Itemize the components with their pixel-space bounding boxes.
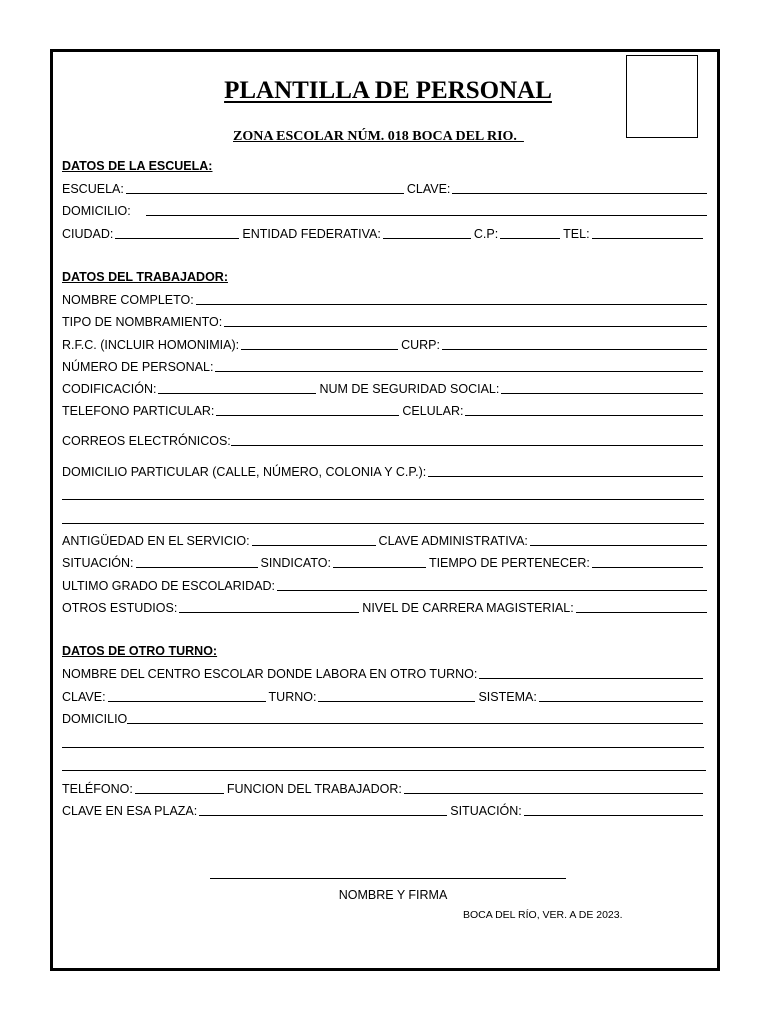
worker-section-heading: DATOS DEL TRABAJADOR:	[62, 270, 228, 284]
worker-row-grado	[62, 577, 710, 593]
other-domicilio-field[interactable]	[127, 723, 703, 724]
rfc-field[interactable]	[241, 349, 398, 350]
page-subtitle: ZONA ESCOLAR NÚM. 018 BOCA DEL RIO.	[233, 129, 524, 144]
grado-label: ULTIMO GRADO DE ESCOLARIDAD:	[62, 579, 275, 593]
codificacion-label: CODIFICACIÓN:	[62, 382, 157, 396]
entidad-field[interactable]	[383, 238, 471, 239]
sindicato-field[interactable]	[333, 567, 426, 568]
correos-label: CORREOS ELECTRÓNICOS:	[62, 434, 231, 448]
page-title: PLANTILLA DE PERSONAL	[224, 77, 552, 104]
place-date: BOCA DEL RÍO, VER. A DE 2023.	[463, 909, 623, 921]
worker-row-tipo	[62, 313, 710, 329]
other-row-clave	[62, 688, 706, 704]
other-situacion-label: SITUACIÓN:	[450, 804, 522, 818]
other-row-centro	[62, 665, 706, 681]
escuela-field[interactable]	[126, 193, 404, 194]
clave-plaza-field[interactable]	[199, 815, 447, 816]
other-clave-field[interactable]	[108, 701, 266, 702]
other-row-domicilio	[62, 710, 706, 726]
school-row-escuela	[62, 180, 710, 196]
worker-row-codificacion	[62, 380, 706, 396]
school-row-ciudad	[62, 225, 706, 241]
other-domicilio-label: DOMICILIO	[62, 712, 128, 726]
worker-row-correos	[62, 432, 706, 448]
ciudad-field[interactable]	[115, 238, 239, 239]
numero-field[interactable]	[215, 371, 703, 372]
centro-field[interactable]	[479, 678, 703, 679]
turno-field[interactable]	[318, 701, 475, 702]
rfc-label: R.F.C. (INCLUIR HOMONIMIA):	[62, 338, 240, 352]
correos-field[interactable]	[231, 445, 703, 446]
seguridad-field[interactable]	[501, 393, 703, 394]
signature-label: NOMBRE Y FIRMA	[338, 888, 448, 902]
tel-label: TEL:	[563, 227, 590, 241]
sindicato-label: SINDICATO:	[260, 556, 331, 570]
clave-admin-field[interactable]	[530, 545, 707, 546]
domicilio-particular-line-3[interactable]	[62, 523, 704, 524]
other-shift-section-heading: DATOS DE OTRO TURNO:	[62, 644, 218, 658]
worker-row-antiguedad	[62, 532, 710, 548]
sistema-field[interactable]	[539, 701, 703, 702]
clave-admin-label: CLAVE ADMINISTRATIVA:	[378, 534, 528, 548]
other-domicilio-line-3[interactable]	[62, 770, 706, 771]
curp-field[interactable]	[442, 349, 707, 350]
signature-line[interactable]	[210, 878, 566, 879]
domicilio-particular-field[interactable]	[428, 476, 703, 477]
telefono-label: TELEFONO PARTICULAR:	[62, 404, 215, 418]
otros-label: OTROS ESTUDIOS:	[62, 601, 178, 615]
cp-field[interactable]	[500, 238, 560, 239]
funcion-field[interactable]	[404, 793, 703, 794]
tel-field[interactable]	[592, 238, 703, 239]
codificacion-field[interactable]	[158, 393, 316, 394]
antiguedad-field[interactable]	[252, 545, 376, 546]
worker-row-rfc	[62, 336, 710, 352]
clave-plaza-label: CLAVE EN ESA PLAZA:	[62, 804, 198, 818]
domicilio-particular-line-2[interactable]	[62, 499, 704, 500]
antiguedad-label: ANTIGÜEDAD EN EL SERVICIO:	[62, 534, 250, 548]
other-row-clave-plaza	[62, 802, 706, 818]
cp-label: C.P:	[473, 227, 499, 241]
otros-field[interactable]	[179, 612, 359, 613]
other-telefono-field[interactable]	[135, 793, 224, 794]
escuela-label: ESCUELA:	[62, 182, 124, 196]
tiempo-field[interactable]	[592, 567, 703, 568]
seguridad-label: NUM DE SEGURIDAD SOCIAL:	[319, 382, 500, 396]
clave-label: CLAVE:	[406, 182, 451, 196]
tipo-label: TIPO DE NOMBRAMIENTO:	[62, 315, 223, 329]
domicilio-particular-label: DOMICILIO PARTICULAR (CALLE, NÚMERO, COLONIA Y C.P.):	[62, 465, 427, 479]
grado-field[interactable]	[277, 590, 707, 591]
tipo-field[interactable]	[224, 326, 707, 327]
other-row-telefono	[62, 780, 706, 796]
worker-row-domicilio	[62, 463, 706, 479]
other-situacion-field[interactable]	[524, 815, 703, 816]
carrera-field[interactable]	[576, 612, 707, 613]
other-telefono-label: TELÉFONO:	[62, 782, 133, 796]
ciudad-label: CIUDAD:	[62, 227, 114, 241]
domicilio-field[interactable]	[146, 215, 707, 216]
celular-label: CELULAR:	[402, 404, 464, 418]
centro-label: NOMBRE DEL CENTRO ESCOLAR DONDE LABORA EN OTRO TURNO:	[62, 667, 478, 681]
nombre-field[interactable]	[196, 304, 707, 305]
worker-row-numero	[62, 358, 706, 374]
curp-label: CURP:	[401, 338, 440, 352]
funcion-label: FUNCION DEL TRABAJADOR:	[226, 782, 402, 796]
carrera-label: NIVEL DE CARRERA MAGISTERIAL:	[362, 601, 574, 615]
worker-row-otros	[62, 599, 710, 615]
celular-field[interactable]	[465, 415, 703, 416]
school-row-domicilio	[62, 202, 710, 218]
telefono-field[interactable]	[216, 415, 399, 416]
worker-row-telefono	[62, 402, 706, 418]
sistema-label: SISTEMA:	[478, 690, 537, 704]
situacion-field[interactable]	[136, 567, 258, 568]
other-clave-label: CLAVE:	[62, 690, 106, 704]
situacion-label: SITUACIÓN:	[62, 556, 134, 570]
numero-label: NÚMERO DE PERSONAL:	[62, 360, 214, 374]
turno-label: TURNO:	[268, 690, 317, 704]
entidad-label: ENTIDAD FEDERATIVA:	[242, 227, 381, 241]
domicilio-label: DOMICILIO:	[62, 204, 131, 218]
worker-row-situacion	[62, 554, 706, 570]
school-section-heading: DATOS DE LA ESCUELA:	[62, 159, 213, 173]
other-domicilio-line-2[interactable]	[62, 747, 704, 748]
tiempo-label: TIEMPO DE PERTENECER:	[428, 556, 590, 570]
clave-field[interactable]	[452, 193, 707, 194]
worker-row-nombre	[62, 291, 710, 307]
nombre-label: NOMBRE COMPLETO:	[62, 293, 194, 307]
